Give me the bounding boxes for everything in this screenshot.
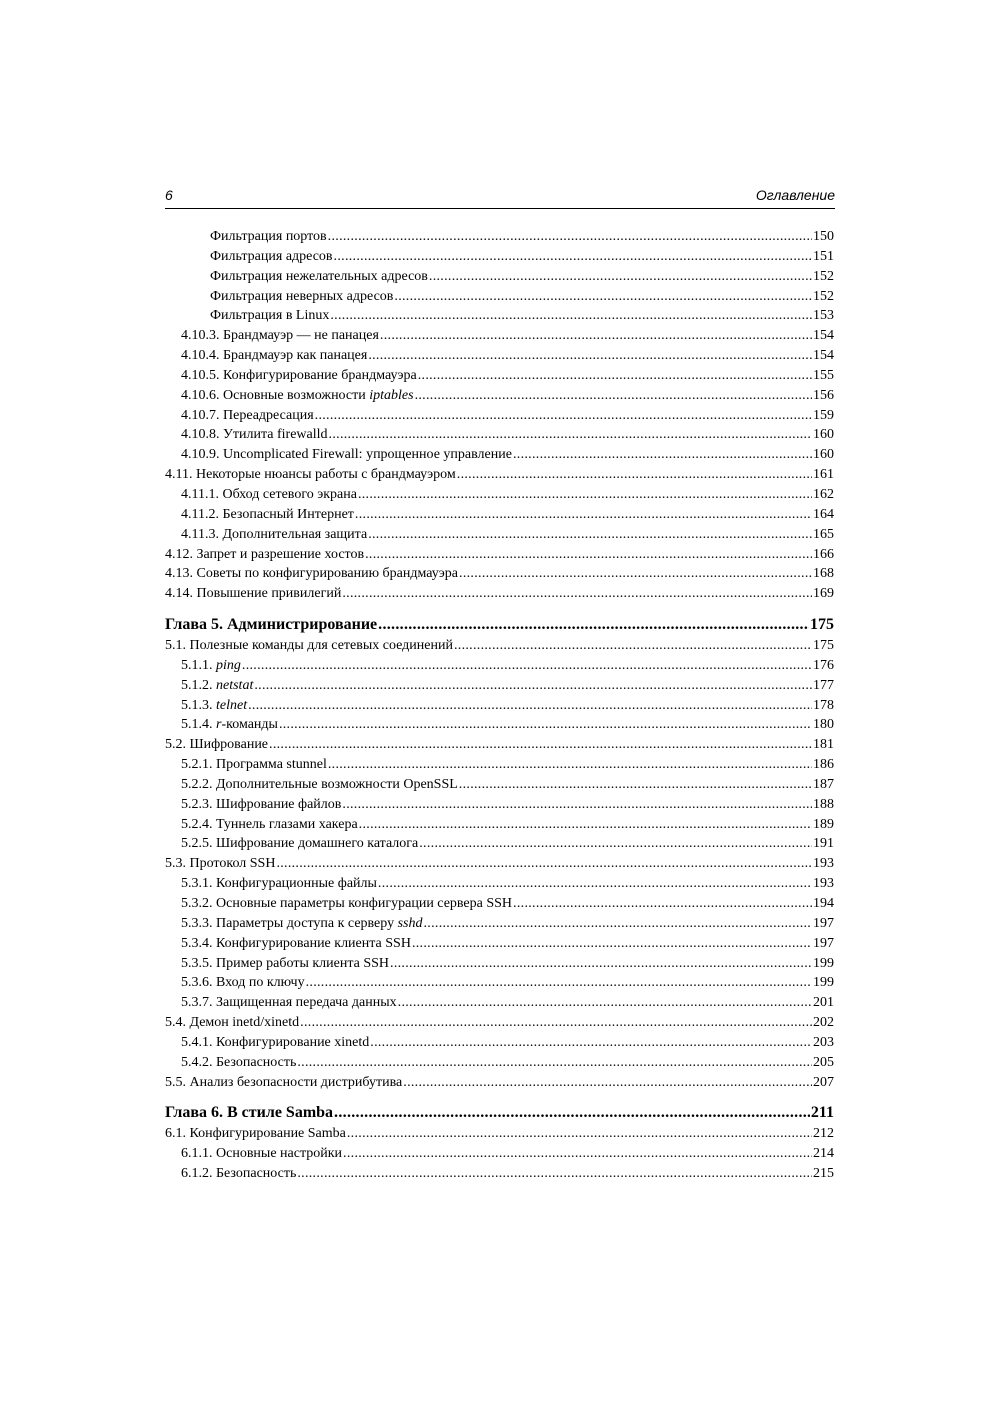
- toc-entry-page: 194: [813, 896, 834, 911]
- toc-entry-page: 202: [813, 1015, 834, 1031]
- toc-entry[interactable]: [165, 346, 834, 366]
- toc-entry[interactable]: [165, 914, 834, 934]
- dot-leader: [248, 696, 812, 716]
- toc-entry-title: 5.3.5. Пример работы клиента SSH: [181, 955, 390, 971]
- toc-entry-title: 4.11.1. Обход сетевого экрана: [181, 486, 357, 502]
- toc-entry-page: 180: [813, 717, 834, 733]
- dot-leader: [358, 485, 812, 505]
- toc-entry-title: 5.1. Полезные команды для сетевых соединений: [165, 638, 453, 654]
- toc-entry-page: 166: [813, 546, 834, 562]
- dot-leader: [355, 505, 812, 525]
- toc-entry[interactable]: [165, 815, 834, 835]
- page-number: 6: [165, 187, 173, 203]
- toc-entry-page: 211: [810, 1104, 834, 1122]
- toc-entry-title: 4.10.3. Брандмауэр — не панацея: [181, 328, 379, 344]
- toc-entry-title: 4.14. Повышение привилегий: [165, 586, 342, 602]
- toc-entry[interactable]: [165, 735, 834, 755]
- toc-entry-page: 197: [813, 915, 834, 931]
- toc-entry-title: 4.10.9. Uncomplicated Firewall: упрощенное управление: [181, 447, 512, 463]
- toc-entry[interactable]: [165, 1124, 834, 1144]
- toc-entry-page: 153: [813, 308, 834, 324]
- dot-leader: [269, 735, 812, 755]
- toc-entry-page: 176: [813, 657, 834, 673]
- toc-entry-page: 168: [813, 566, 834, 582]
- toc-entry-page: 161: [813, 467, 834, 483]
- toc-entry[interactable]: [165, 874, 834, 894]
- dot-leader: [242, 656, 812, 676]
- toc-entry-page: 162: [813, 486, 834, 502]
- toc-entry-page: 152: [813, 288, 834, 304]
- toc-entry-title: 4.10.8. Утилита firewalld: [181, 427, 328, 443]
- toc-entry[interactable]: [165, 636, 834, 656]
- toc-entry[interactable]: [165, 696, 834, 716]
- toc-entry-title: 4.11.3. Дополнительная защита: [181, 526, 368, 542]
- toc-entry[interactable]: [165, 425, 834, 445]
- dot-leader: [378, 614, 809, 636]
- dot-leader: [306, 973, 812, 993]
- dot-leader: [370, 1033, 812, 1053]
- toc-entry-page: 207: [813, 1074, 834, 1090]
- toc-entry-title: 5.1.4. r-команды: [181, 717, 278, 733]
- toc-entry[interactable]: [165, 267, 834, 287]
- toc-entry-title: 5.2.3. Шифрование файлов: [181, 796, 342, 812]
- dot-leader: [300, 1013, 812, 1033]
- toc-entry-title: Глава 5. Администрирование: [165, 616, 378, 634]
- toc-entry[interactable]: [165, 505, 834, 525]
- dot-leader: [459, 564, 812, 584]
- toc-entry[interactable]: [165, 386, 834, 406]
- toc-entry-page: 152: [813, 268, 834, 284]
- toc-entry-title: 5.4. Демон inetd/xinetd: [165, 1015, 300, 1031]
- toc-entry-title: 5.2.4. Туннель глазами хакера: [181, 816, 358, 832]
- toc-entry[interactable]: [165, 584, 834, 604]
- dot-leader: [418, 366, 812, 386]
- toc-entry[interactable]: [165, 306, 834, 326]
- toc-entry-title: 5.2.2. Дополнительные возможности OpenSSL: [181, 776, 458, 792]
- toc-entry-page: 215: [813, 1166, 834, 1182]
- toc-entry[interactable]: [165, 954, 834, 974]
- toc-entry-title: 5.3.6. Вход по ключу: [181, 975, 305, 991]
- table-of-contents: [165, 227, 834, 1184]
- dot-leader: [378, 874, 812, 894]
- toc-chapter-entry[interactable]: [165, 1102, 834, 1124]
- toc-entry[interactable]: [165, 564, 834, 584]
- dot-leader: [254, 676, 812, 696]
- dot-leader: [342, 795, 812, 815]
- dot-leader: [429, 267, 812, 287]
- toc-entry-title: 5.5. Анализ безопасности дистрибутива: [165, 1074, 403, 1090]
- toc-entry-title: Фильтрация неверных адресов: [210, 288, 394, 304]
- dot-leader: [415, 386, 812, 406]
- dot-leader: [380, 326, 812, 346]
- dot-leader: [347, 1124, 812, 1144]
- toc-entry[interactable]: [165, 545, 834, 565]
- toc-entry[interactable]: [165, 715, 834, 735]
- toc-entry-title: 5.4.2. Безопасность: [181, 1054, 297, 1070]
- toc-entry-page: 156: [813, 387, 834, 403]
- toc-entry-page: 186: [813, 757, 834, 773]
- toc-entry[interactable]: [165, 1073, 834, 1093]
- toc-entry-title: 6.1.1. Основные настройки: [181, 1146, 343, 1162]
- toc-entry-page: 187: [813, 776, 834, 792]
- toc-entry[interactable]: [165, 656, 834, 676]
- toc-entry[interactable]: [165, 775, 834, 795]
- toc-entry-page: 154: [813, 328, 834, 344]
- dot-leader: [328, 227, 812, 247]
- dot-leader: [315, 406, 812, 426]
- chapter-gap: [165, 1092, 834, 1102]
- toc-entry-title: 4.11. Некоторые нюансы работы с брандмауэром: [165, 467, 456, 483]
- toc-entry-page: 199: [813, 955, 834, 971]
- toc-entry-title: 4.12. Запрет и разрешение хостов: [165, 546, 365, 562]
- toc-entry-page: 150: [813, 229, 834, 244]
- toc-entry-page: 212: [813, 1126, 834, 1142]
- dot-leader: [513, 445, 812, 465]
- toc-entry-title: 5.3.4. Конфигурирование клиента SSH: [181, 935, 411, 951]
- toc-entry[interactable]: [165, 676, 834, 696]
- toc-entry-page: 165: [813, 526, 834, 542]
- toc-entry[interactable]: [165, 795, 834, 815]
- toc-entry-page: 193: [813, 876, 834, 892]
- toc-entry-page: 160: [813, 447, 834, 463]
- toc-entry-page: 160: [813, 427, 834, 443]
- dot-leader: [513, 894, 812, 914]
- toc-entry-page: 199: [813, 975, 834, 991]
- chapter-gap: [165, 604, 834, 614]
- toc-entry[interactable]: [165, 854, 834, 874]
- dot-leader: [359, 815, 812, 835]
- dot-leader: [368, 346, 812, 366]
- toc-entry[interactable]: [165, 1144, 834, 1164]
- dot-leader: [459, 775, 812, 795]
- toc-entry-title: 5.2.1. Программа stunnel: [181, 757, 327, 773]
- toc-entry-page: 164: [813, 506, 834, 522]
- toc-entry-title: Фильтрация нежелательных адресов: [210, 268, 428, 284]
- toc-entry-page: 203: [813, 1034, 834, 1050]
- toc-entry-page: 155: [813, 367, 834, 383]
- page-header: [165, 187, 835, 207]
- toc-entry-title: 5.1.3. telnet: [181, 697, 248, 713]
- toc-entry-title: 4.10.4. Брандмауэр как панацея: [181, 348, 368, 364]
- dot-leader: [368, 525, 812, 545]
- toc-entry[interactable]: [165, 834, 834, 854]
- toc-entry-page: 159: [813, 407, 834, 423]
- toc-entry-page: 175: [810, 616, 834, 634]
- toc-entry-page: 175: [813, 638, 834, 654]
- dot-leader: [457, 465, 812, 485]
- toc-entry-title: 6.1. Конфигурирование Samba: [165, 1126, 346, 1142]
- toc-entry[interactable]: [165, 287, 834, 307]
- toc-chapter-entry[interactable]: [165, 614, 834, 636]
- toc-entry[interactable]: [165, 1053, 834, 1073]
- dot-leader: [334, 247, 812, 267]
- toc-entry-title: Глава 6. В стиле Samba: [165, 1104, 334, 1122]
- toc-entry-title: 5.2.5. Шифрование домашнего каталога: [181, 836, 419, 852]
- toc-entry-title: 4.10.5. Конфигурирование брандмауэра: [181, 367, 417, 383]
- toc-entry[interactable]: [165, 445, 834, 465]
- dot-leader: [330, 306, 812, 326]
- toc-entry[interactable]: [165, 1033, 834, 1053]
- toc-entry[interactable]: [165, 1164, 834, 1184]
- toc-entry[interactable]: [165, 465, 834, 485]
- dot-leader: [343, 1144, 812, 1164]
- toc-entry[interactable]: [165, 326, 834, 346]
- toc-entry-title: 5.3.2. Основные параметры конфигурации сервера SSH: [181, 896, 513, 911]
- dot-leader: [394, 287, 812, 307]
- dot-leader: [454, 636, 812, 656]
- toc-entry[interactable]: [165, 934, 834, 954]
- toc-entry-title: 5.4.1. Конфигурирование xinetd: [181, 1034, 370, 1050]
- toc-entry-title: 5.2. Шифрование: [165, 737, 269, 753]
- dot-leader: [297, 1164, 812, 1184]
- toc-entry[interactable]: [165, 366, 834, 386]
- toc-entry[interactable]: [165, 973, 834, 993]
- toc-entry-page: 178: [813, 697, 834, 713]
- dot-leader: [328, 755, 812, 775]
- dot-leader: [365, 545, 812, 565]
- toc-entry[interactable]: [165, 993, 834, 1013]
- dot-leader: [342, 584, 812, 604]
- toc-entry-title: 5.1.1. ping: [181, 657, 241, 673]
- toc-entry-title: 5.3.1. Конфигурационные файлы: [181, 876, 377, 892]
- toc-entry-page: 181: [813, 737, 834, 753]
- toc-entry-title: 5.3. Протокол SSH: [165, 856, 276, 872]
- toc-entry-page: 169: [813, 586, 834, 602]
- toc-entry-title: Фильтрация портов: [210, 229, 327, 244]
- toc-entry-page: 197: [813, 935, 834, 951]
- dot-leader: [390, 954, 812, 974]
- toc-entry-page: 151: [813, 248, 834, 264]
- toc-entry-page: 201: [813, 995, 834, 1011]
- dot-leader: [329, 425, 812, 445]
- dot-leader: [334, 1102, 810, 1124]
- dot-leader: [276, 854, 812, 874]
- toc-entry[interactable]: [165, 485, 834, 505]
- toc-entry[interactable]: [165, 1013, 834, 1033]
- toc-entry-page: 193: [813, 856, 834, 872]
- dot-leader: [398, 993, 812, 1013]
- running-title: Оглавление: [755, 187, 835, 203]
- dot-leader: [297, 1053, 812, 1073]
- dot-leader: [403, 1073, 812, 1093]
- toc-entry-page: 191: [813, 836, 834, 852]
- toc-entry-page: 177: [813, 677, 834, 693]
- header-rule: [165, 208, 835, 209]
- toc-entry[interactable]: [165, 894, 834, 914]
- dot-leader: [412, 934, 812, 954]
- toc-entry[interactable]: [165, 755, 834, 775]
- toc-entry-title: 4.11.2. Безопасный Интернет: [181, 506, 354, 522]
- toc-entry-title: Фильтрация адресов: [210, 248, 333, 264]
- dot-leader: [424, 914, 813, 934]
- toc-entry-title: Фильтрация в Linux: [210, 308, 330, 324]
- toc-entry-title: 5.3.3. Параметры доступа к серверу sshd: [181, 915, 423, 931]
- toc-entry-page: 154: [813, 348, 834, 364]
- toc-entry-title: 5.3.7. Защищенная передача данных: [181, 995, 397, 1011]
- toc-entry-page: 188: [813, 796, 834, 812]
- toc-entry[interactable]: [165, 247, 834, 267]
- toc-entry-title: 5.1.2. netstat: [181, 677, 254, 693]
- toc-entry[interactable]: [165, 525, 834, 545]
- toc-entry[interactable]: [165, 406, 834, 426]
- toc-entry-page: 205: [813, 1054, 834, 1070]
- toc-entry[interactable]: [165, 227, 834, 247]
- toc-entry-page: 189: [813, 816, 834, 832]
- toc-entry-page: 214: [813, 1146, 834, 1162]
- dot-leader: [279, 715, 812, 735]
- dot-leader: [419, 834, 812, 854]
- toc-entry-title: 6.1.2. Безопасность: [181, 1166, 297, 1182]
- toc-entry-title: 4.10.6. Основные возможности iptables: [181, 387, 414, 403]
- toc-entry-title: 4.10.7. Переадресация: [181, 407, 314, 423]
- toc-entry-title: 4.13. Советы по конфигурированию брандмауэра: [165, 566, 459, 582]
